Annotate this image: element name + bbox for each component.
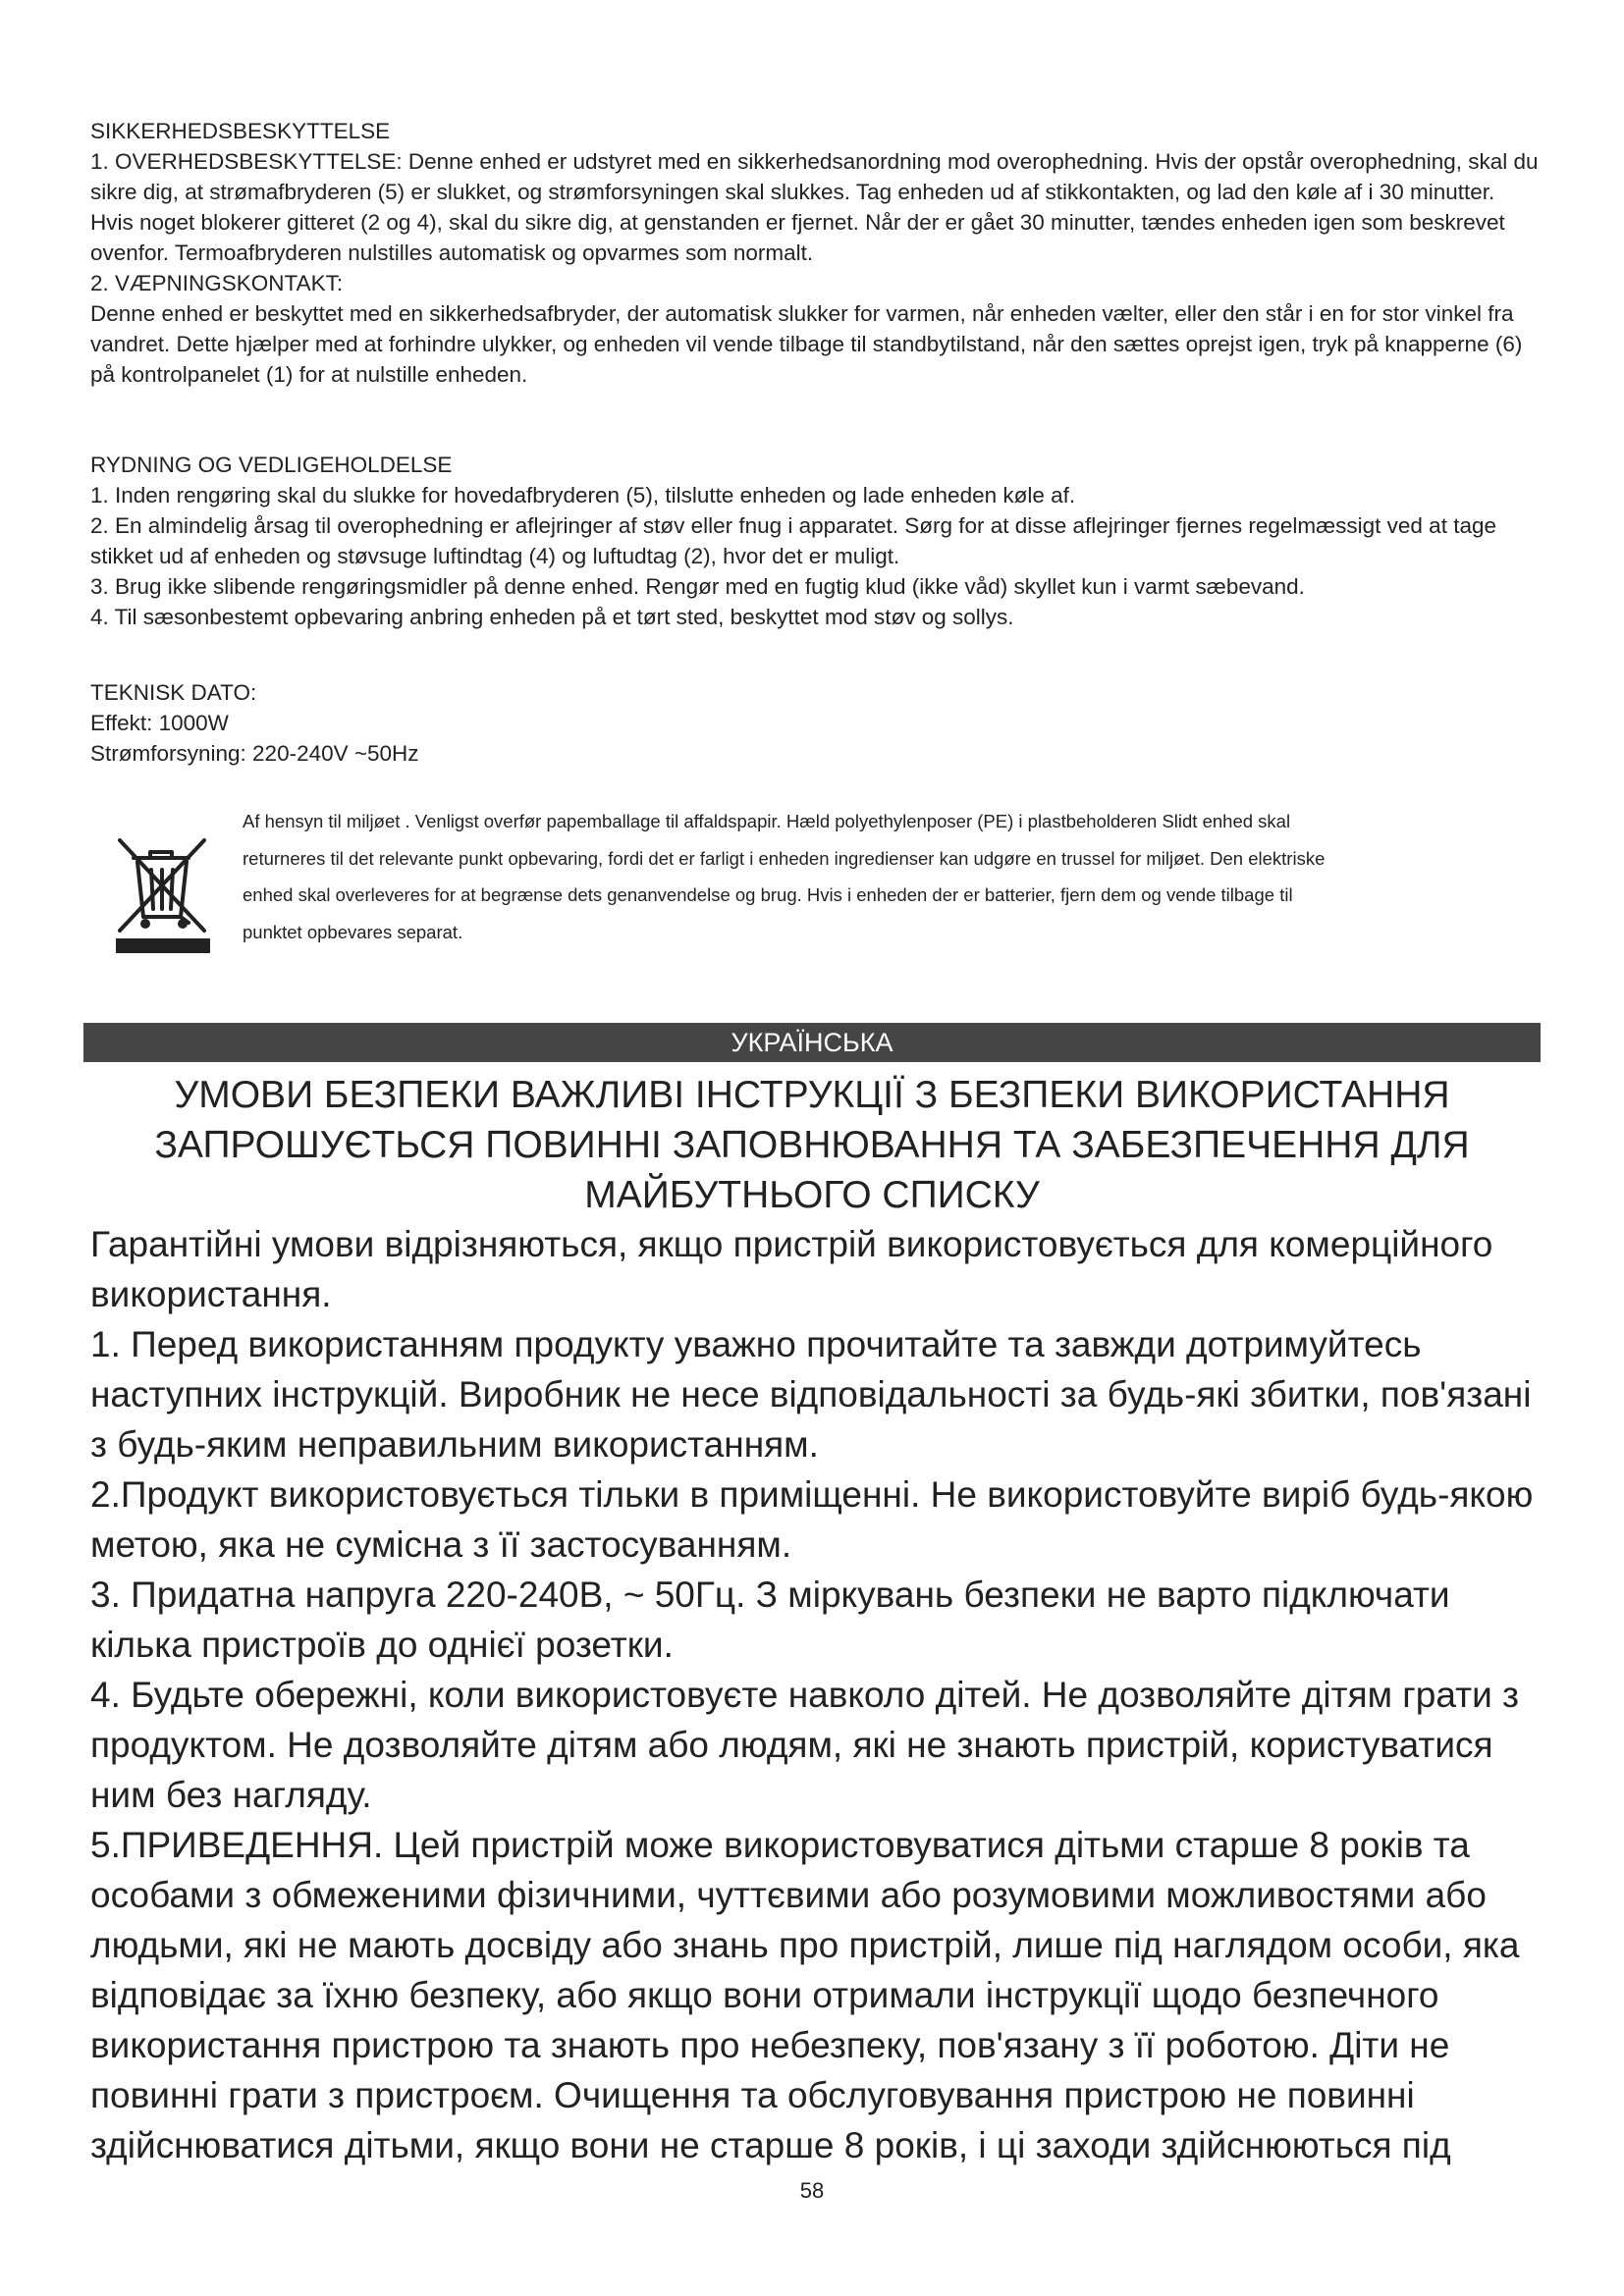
heading-line: МАЙБУТНЬОГО СПИСКУ	[584, 1174, 1040, 1216]
instruction-paragraph: 3. Придатна напруга 220-240В, ~ 50Гц. З міркувань безпеки не варто підключати кілька пристроїв до однієї розетки.	[90, 1575, 1450, 1665]
tech-supply: Strømforsyning: 220-240V ~50Hz	[90, 741, 419, 766]
ukrainian-body	[90, 1219, 1548, 2170]
overheat-paragraph: 1. OVERHEDSBESKYTTELSE: Denne enhed er udstyret med en sikkerhedsanordning mod overophedning. Hvis der opstår overophedning, skal du sikre dig, at strømafbryderen (5) er slukket, og strømforsyningen skal slukkes. Tag enheden ud af stikkontakten, og lad den køle af i 30 minutter. Hvis noget blokerer gitteret (2 og 4), skal du sikre dig, at genstanden er fjernet. Når der er gået 30 minutter, tændes enheden igen som beskrevet ovenfor. Termoafbryderen nulstilles automatisk og opvarmes som normalt.	[90, 149, 1539, 265]
ukrainian-heading	[83, 1070, 1541, 1220]
instruction-paragraph: 2.Продукт використовується тільки в приміщенні. Не використовуйте виріб будь-якою метою, яка не сумісна з її застосуванням.	[90, 1474, 1534, 1565]
tech-power: Effekt: 1000W	[90, 711, 229, 735]
tip-over-title: 2. VÆPNINGSKONTAKT:	[90, 271, 344, 295]
heading-line: ЗАПРОШУЄТЬСЯ ПОВИННІ ЗАПОВНЮВАННЯ ТА ЗАБЕЗПЕЧЕННЯ ДЛЯ	[154, 1124, 1470, 1166]
weee-text	[243, 803, 1548, 950]
warranty-paragraph: Гарантійні умови відрізняються, якщо пристрій використовується для комерційного використання.	[90, 1224, 1493, 1314]
language-banner: УКРАЇНСЬКА	[83, 1023, 1541, 1062]
cleaning-item: 1. Inden rengøring skal du slukke for hovedafbryderen (5), tilslutte enheden og lade enheden køle af.	[90, 483, 1076, 507]
safety-section	[90, 116, 1543, 390]
instruction-paragraph: 5.ПРИВЕДЕННЯ. Цей пристрій може використовуватися дітьми старше 8 років та особами з обмеженими фізичними, чуттєвими або розумовими можливостями або людьми, які не мають досвіду або знань про пристрій, лише під наглядом особи, яка відповідає за їхню безпеку, або якщо вони отримали інструкції щодо безпечного використання пристрою та знають про небезпеку, пов'язану з її роботою. Діти не повинні грати з пристроєм. Очищення та обслуговування пристрою не повинні здійснюватися дітьми, якщо вони не старше 8 років, і ці заходи здійснюються під	[90, 1825, 1520, 2165]
instruction-paragraph: 4. Будьте обережні, коли використовуєте навколо дітей. Не дозволяйте дітям грати з продуктом. Не дозволяйте дітям або людям, які не знають пристрій, користуватися ним без нагляду.	[90, 1675, 1519, 1815]
tip-over-paragraph: Denne enhed er beskyttet med en sikkerhedsafbryder, der automatisk slukker for varmen, når enheden vælter, eller den står i en for stor vinkel fra vandret. Dette hjælper med at forhindre ulykker, og enheden vil vende tilbage til standbytilstand, når den sættes oprejst igen, tryk på knapperne (6) på kontrolpanelet (1) for at nulstille enheden.	[90, 301, 1523, 387]
crossed-out-wheelie-bin-icon	[114, 832, 212, 955]
weee-notice	[90, 803, 1543, 989]
tech-data-title: TEKNISK DATO:	[90, 680, 257, 705]
instruction-paragraph: 1. Перед використанням продукту уважно прочитайте та завжди дотримуйтесь наступних інструкцій. Виробник не несе відповідальності за будь-які збитки, пов'язані з будь-яким неправильним використанням.	[90, 1324, 1532, 1465]
cleaning-item: 3. Brug ikke slibende rengøringsmidler på denne enhed. Rengør med en fugtig klud (ikke våd) skyllet kun i varmt sæbevand.	[90, 574, 1305, 599]
safety-title: SIKKERHEDSBESKYTTELSE	[90, 119, 391, 143]
weee-line: Af hensyn til miljøet . Venligst overfør papemballage til affaldspapir. Hæld polyethylenposer (PE) i plastbeholderen Slidt enhed skal	[243, 811, 1291, 831]
cleaning-title: RYDNING OG VEDLIGEHOLDELSE	[90, 453, 453, 477]
weee-line: punktet opbevares separat.	[243, 921, 463, 942]
weee-line: returneres til det relevante punkt opbevaring, fordi det er farligt i enheden ingredienser kan udgøre en trussel for miljøet. Den elektriske	[243, 847, 1326, 869]
cleaning-item: 2. En almindelig årsag til overophedning er aflejringer af støv eller fnug i apparatet. Sørg for at disse aflejringer fjernes regelmæssigt ved at tage stikket ud af enheden og støvsuge luftindtag (4) og luftudtag (2), hvor det er muligt.	[90, 513, 1496, 568]
cleaning-section	[90, 450, 1543, 632]
tech-data-section	[90, 677, 1543, 769]
heading-line: УМОВИ БЕЗПЕКИ ВАЖЛИВІ ІНСТРУКЦІЇ З БЕЗПЕКИ ВИКОРИСТАННЯ	[174, 1074, 1450, 1116]
weee-line: enhed skal overleveres for at begrænse dets genanvendelse og brug. Hvis i enheden der er batterier, fjern dem og vende tilbage til	[243, 884, 1293, 905]
cleaning-item: 4. Til sæsonbestemt opbevaring anbring enheden på et tørt sted, beskyttet mod støv og sollys.	[90, 605, 1014, 629]
page-number: 58	[799, 2178, 825, 2203]
